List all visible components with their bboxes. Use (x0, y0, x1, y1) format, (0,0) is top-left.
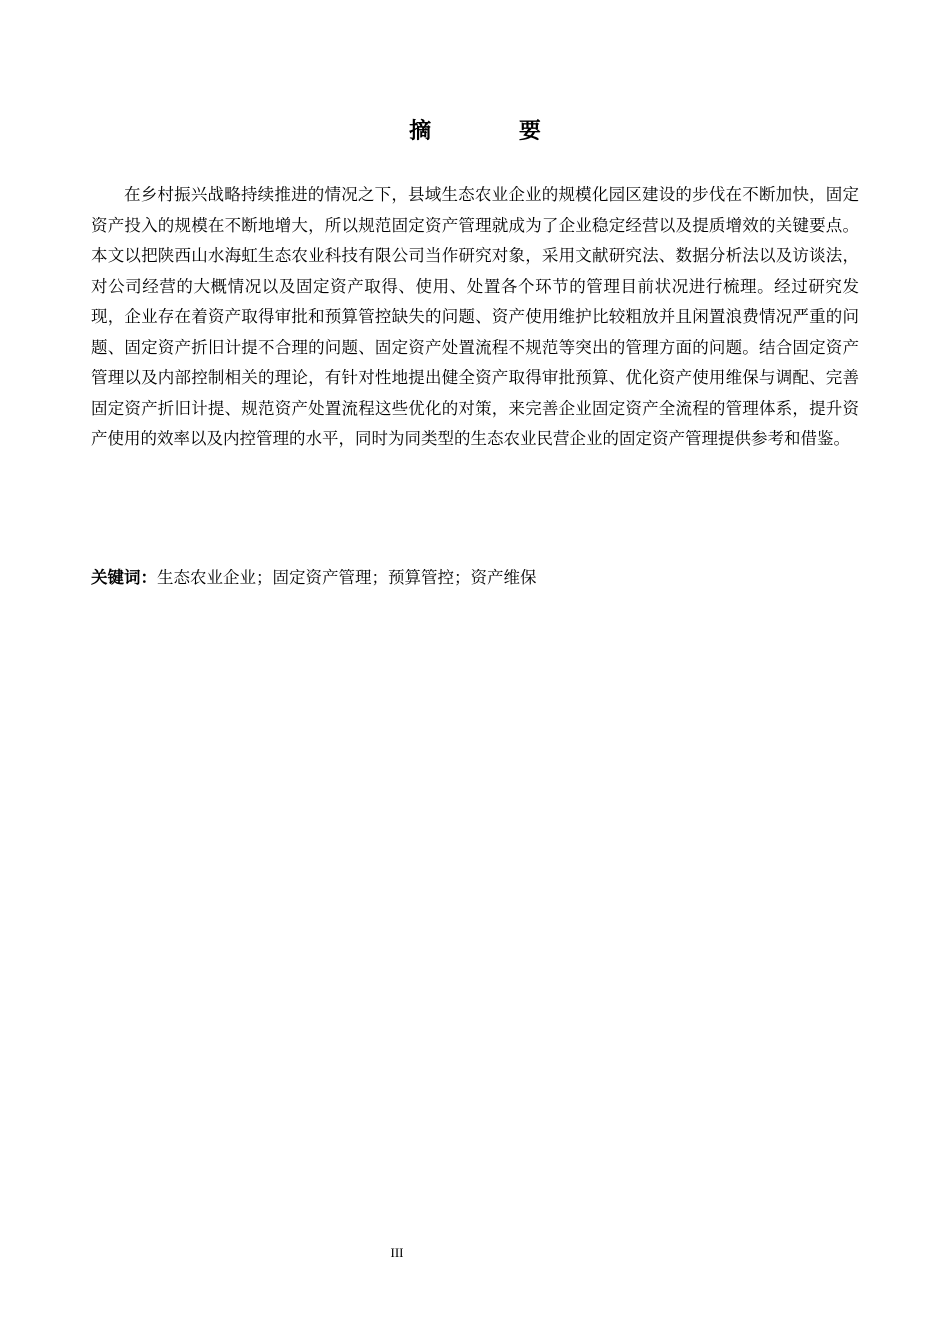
abstract-title: 摘 要 (409, 119, 581, 144)
page-number: III (390, 1245, 404, 1260)
keywords-line (91, 563, 859, 593)
keywords-label: 关键词： (91, 568, 157, 587)
keywords-text: 生态农业企业；固定资产管理；预算管控；资产维保 (157, 568, 537, 587)
abstract-body: 在乡村振兴战略持续推进的情况之下，县域生态农业企业的规模化园区建设的步伐在不断加快，固定资产投入的规模在不断地增大，所以规范固定资产管理就成为了企业稳定经营以及提质增效的关键要点。本文以把陕西山水海虹生态农业科技有限公司当作研究对象，采用文献研究法、数据分析法以及访谈法，对公司经营的大概情况以及固定资产取得、使用、处置各个环节的管理目前状况进行梳理。经过研究发现，企业存在着资产取得审批和预算管控缺失的问题、资产使用维护比较粗放并且闲置浪费情况严重的问题、固定资产折旧计提不合理的问题、固定资产处置流程不规范等突出的管理方面的问题。结合固定资产管理以及内部控制相关的理论，有针对性地提出健全资产取得审批预算、优化资产使用维保与调配、完善固定资产折旧计提、规范资产处置流程这些优化的对策，来完善企业固定资产全流程的管理体系，提升资产使用的效率以及内控管理的水平，同时为同类型的生态农业民营企业的固定资产管理提供参考和借鉴。 (91, 185, 859, 448)
